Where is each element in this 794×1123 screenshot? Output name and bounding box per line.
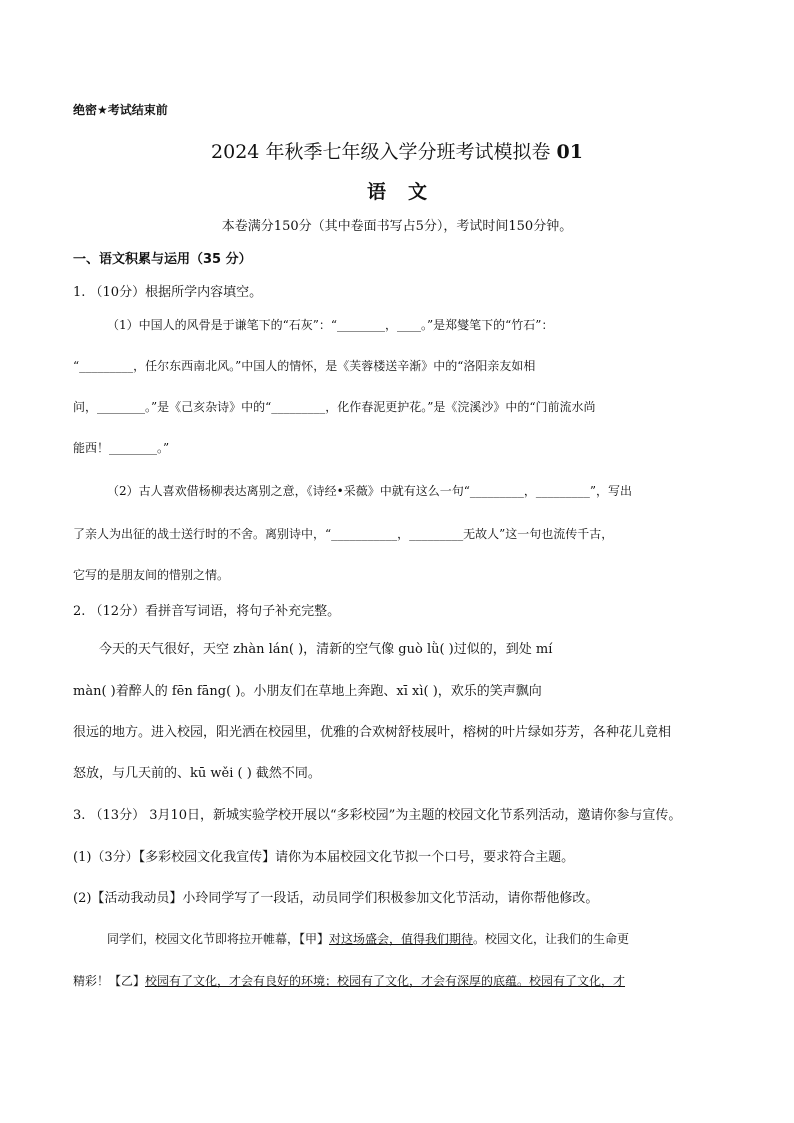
question-3-sub2: (2)【活动我动员】小玲同学写了一段话，动员同学们积极参加文化节活动，请你帮他修改。: [73, 891, 599, 906]
question-1-part2-line2: 了亲人为出征的战士送行时的不舍。离别诗中，“___________，_________无故人”这一句也流传千古，: [73, 527, 614, 541]
passage-underlined-jia: 对这场盛会，值得我们期待: [329, 932, 474, 946]
question-2-line3: 很远的地方。进入校园，阳光洒在校园里，优雅的合欢树舒枝展叶，榕树的叶片绿如芬芳，各种花儿竟相: [73, 725, 672, 740]
question-1-stem: 1. （10分）根据所学内容填空。: [73, 285, 263, 300]
question-1-part2-line3: 它写的是朋友间的惜别之情。: [73, 568, 230, 582]
exam-info: 本卷满分150分（其中卷面书写占5分），考试时间150分钟。: [221, 219, 573, 234]
question-3-stem: 3. （13分） 3月10日，新城实验学校开展以“多彩校园”为主题的校园文化节系列活动，邀请你参与宣传。: [73, 808, 682, 823]
question-1-part1-line3: 问，________。”是《己亥杂诗》中的“_________，化作春泥更护花。”是《浣溪沙》中的“门前流水尚: [73, 400, 596, 414]
subject-title: 语文: [366, 181, 449, 203]
question-2-line1: 今天的天气很好，天空 zhàn lán( )，清新的空气像 guò lǜ( )过似的，到处 mí: [99, 642, 553, 657]
question-1-part1-line1: （1）中国人的风骨是于谦笔下的“石灰”：“________，____。”是郑燮笔下的“竹石”：: [107, 318, 554, 332]
question-2-stem: 2. （12分）看拼音写词语，将句子补充完整。: [73, 604, 341, 619]
passage-line1-end: 。校园文化，让我们的生命更: [473, 932, 630, 946]
question-1-part1-line4: 能西！________。”: [73, 441, 170, 455]
exam-title-text: 2024 年秋季七年级入学分班考试模拟卷: [211, 141, 551, 163]
question-2-line4: 怒放，与几天前的、kū wěi ( ) 截然不同。: [73, 766, 321, 781]
passage-underlined-yi: 校园有了文化，才会有良好的环境；校园有了文化，才会有深厚的底蕴。校园有了文化，才: [145, 974, 626, 988]
exam-title-number: 01: [556, 141, 583, 163]
question-3-sub1: (1)（3分）【多彩校园文化我宣传】请你为本届校园文化节拟一个口号，要求符合主题。: [73, 850, 575, 865]
passage-line1: [107, 930, 629, 947]
secret-label: 绝密★考试结束前: [73, 103, 168, 117]
question-2-line2: màn( )着醉人的 fēn fāng( )。小朋友们在草地上奔跑、xī xì( )，欢乐的笑声飘向: [73, 684, 542, 699]
section-heading: 一、语文积累与运用（35 分）: [73, 252, 252, 267]
passage-line2-start: 精彩！【乙】: [73, 974, 146, 988]
question-1-part2-line1: （2）古人喜欢借杨柳表达离别之意，《诗经•采薇》中就有这么一句“_________，_________”，写出: [107, 484, 632, 498]
exam-title: [0, 137, 794, 164]
passage-line2: [73, 972, 625, 989]
question-1-part1-line2: “_________，任尔东西南北风。”中国人的情怀，是《芙蓉楼送辛渐》中的“洛阳亲友如相: [73, 359, 536, 373]
passage-line1-start: 同学们，校园文化节即将拉开帷幕，【甲】: [107, 932, 330, 946]
